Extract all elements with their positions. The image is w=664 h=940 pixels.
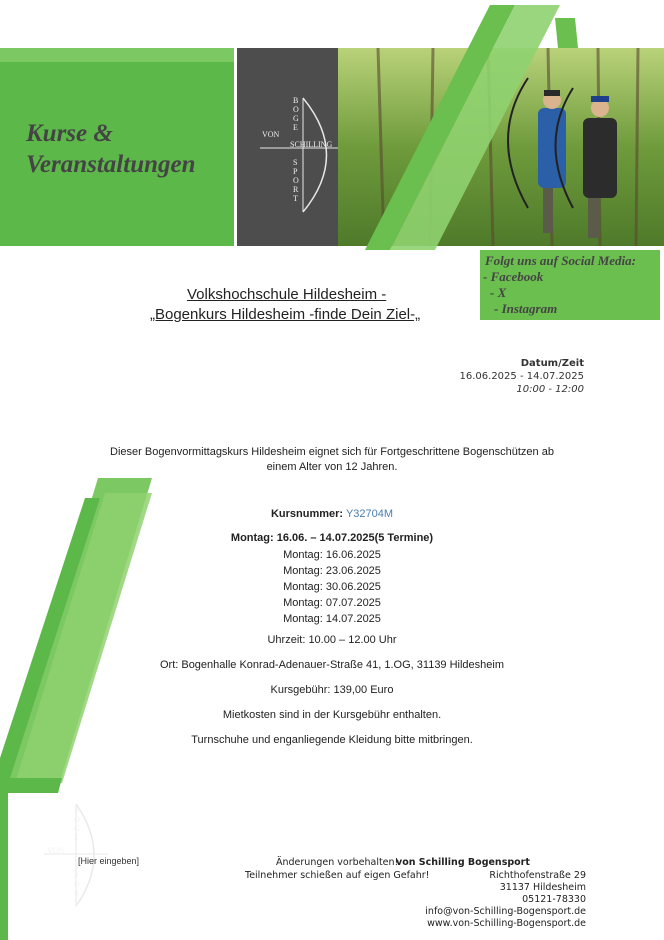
page-title xyxy=(26,118,196,180)
description-line2: einem Alter von 12 Jahren. xyxy=(266,461,398,473)
schedule-heading: Montag: 16.06. – 14.07.2025(5 Termine) xyxy=(230,532,434,544)
schedule-date-item: Montag: 30.06.2025 xyxy=(283,581,381,593)
schedule-dates-list xyxy=(0,547,664,627)
page-title-line2: Veranstaltungen xyxy=(26,151,196,178)
header-green-shapes xyxy=(330,0,664,250)
course-location: Ort: Bogenhalle Konrad-Adenauer-Straße 41, 1.OG, 31139 Hildesheim xyxy=(159,659,505,671)
date-label: Datum/Zeit xyxy=(520,358,584,369)
course-rental-note: Mietkosten sind in der Kursgebühr enthalten. xyxy=(222,709,442,721)
footer-city: 31137 Hildesheim xyxy=(499,882,586,893)
footer-notice2: Teilnehmer schießen auf eigen Gefahr! xyxy=(245,870,430,881)
footer-email[interactable]: info@von-Schilling-Bogensport.de xyxy=(425,906,586,917)
social-instagram-link[interactable]: - Instagram xyxy=(494,301,558,316)
footer-logo-von: VON xyxy=(47,846,65,855)
course-number-link[interactable]: Y32704M xyxy=(345,508,394,520)
footer-website[interactable]: www.von-Schilling-Bogensport.de xyxy=(427,918,586,929)
schedule-date-item: Montag: 14.07.2025 xyxy=(283,613,381,625)
logo-sport-text: SPORT xyxy=(293,158,299,203)
course-time: Uhrzeit: 10.00 – 12.00 Uhr xyxy=(267,634,397,646)
schedule-date-item: Montag: 07.07.2025 xyxy=(283,597,381,609)
logo-boge-text: BOGE xyxy=(293,96,299,132)
logo-schilling-text: SCHILLING xyxy=(290,140,333,149)
course-clothing-note: Turnschuhe und enganliegende Kleidung bitte mitbringen. xyxy=(191,734,473,746)
event-title-line2: „Bogenkurs Hildesheim -finde Dein Ziel-„ xyxy=(150,306,421,323)
logo-von-text: VON xyxy=(262,130,280,139)
schedule-date-item: Montag: 23.06.2025 xyxy=(283,565,381,577)
footer-company: von Schilling Bogensport xyxy=(396,857,530,868)
event-title-line1: Volkshochschule Hildesheim - xyxy=(187,286,387,303)
footer-logo-boge: BOGE xyxy=(74,806,80,842)
footer-street: Richthofenstraße 29 xyxy=(489,870,586,881)
description-line1: Dieser Bogenvormittagskurs Hildesheim eignet sich für Fortgeschrittene Bogenschützen ab xyxy=(110,446,554,458)
header-green-stripe xyxy=(0,48,234,62)
schedule-date-item: Montag: 16.06.2025 xyxy=(283,549,381,561)
footer-notice1: Änderungen vorbehalten! xyxy=(276,857,399,868)
date-time: 10:00 - 12:00 xyxy=(516,384,584,395)
course-number-label: Kursnummer: xyxy=(270,508,344,520)
footer-address xyxy=(425,870,586,930)
footer-placeholder[interactable]: [Hier eingeben] xyxy=(78,856,140,866)
footer-phone: 05121-78330 xyxy=(522,894,586,905)
footer-logo-sport: SPORT xyxy=(74,862,80,907)
course-number-row xyxy=(0,508,664,520)
social-facebook-link[interactable]: - Facebook xyxy=(483,269,544,284)
date-range: 16.06.2025 - 14.07.2025 xyxy=(459,371,584,382)
social-x-link[interactable]: - X xyxy=(490,285,507,300)
page-title-line1: Kurse & xyxy=(26,120,113,147)
course-description xyxy=(0,445,664,475)
social-title: Folgt uns auf Social Media: xyxy=(485,253,636,268)
course-fee: Kursgebühr: 139,00 Euro xyxy=(270,684,394,696)
date-time-block xyxy=(460,357,584,396)
